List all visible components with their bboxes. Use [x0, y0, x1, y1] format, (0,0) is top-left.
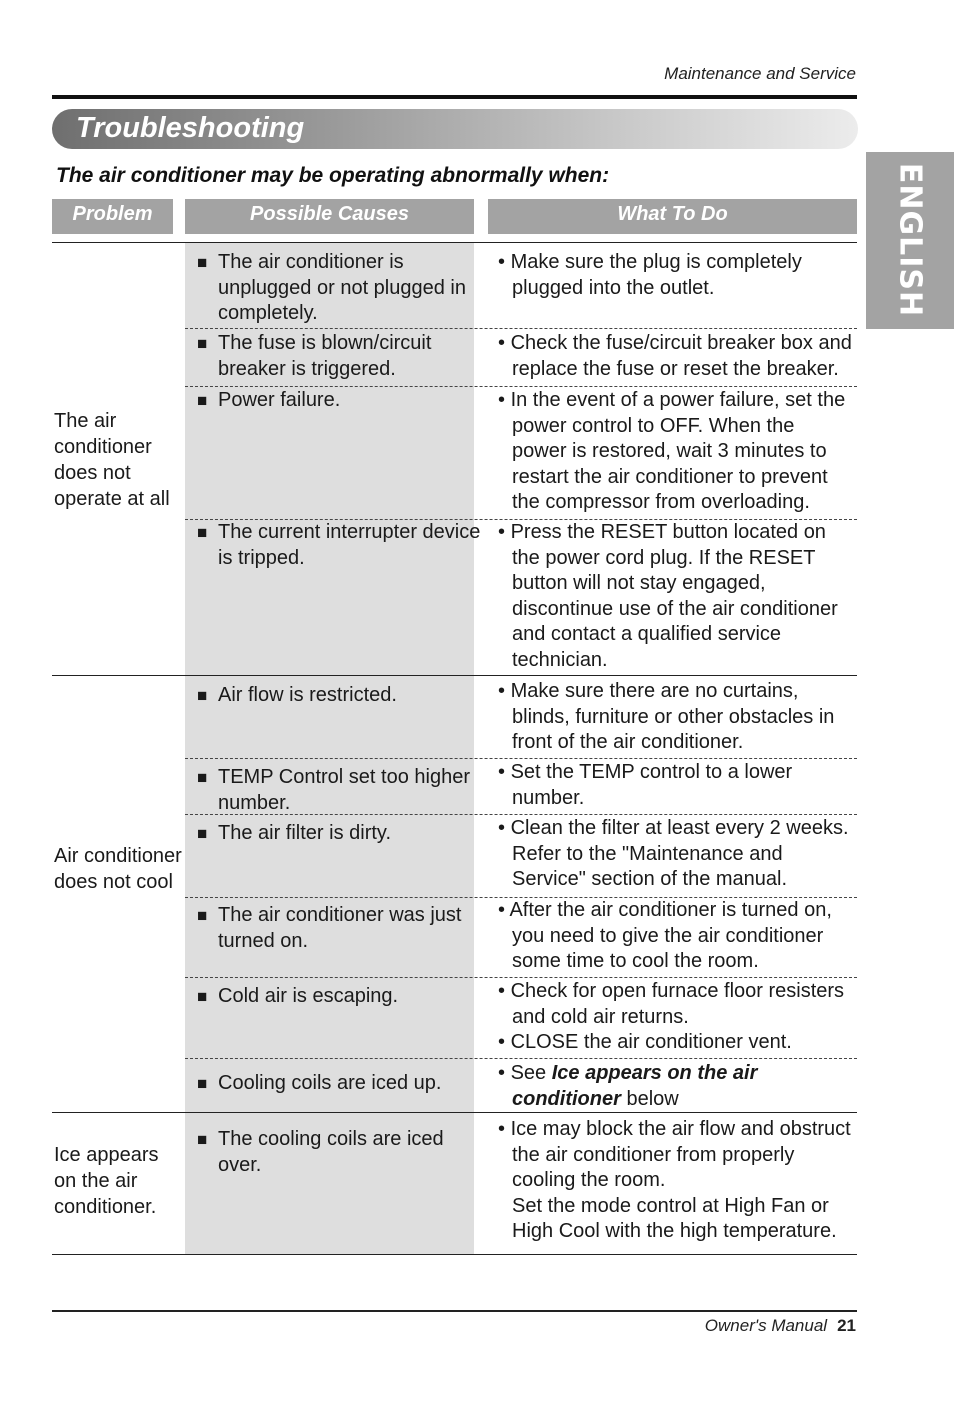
language-tab [866, 152, 954, 329]
remedy-item: • Check for open furnace floor resisters and cold air returns. • CLOSE the air conditioner vent. [498, 980, 845, 1053]
remedy-item: • Make sure the plug is completely plugged into the outlet. [498, 251, 802, 299]
problem-does-not-cool: Air conditioner does not cool [54, 845, 182, 893]
page-subtitle: The air conditioner may be operating abnormally when: [56, 164, 610, 187]
square-bullet-icon: ■ [197, 334, 208, 353]
page-footer [705, 1316, 856, 1336]
cause-item: ■ Cooling coils are iced up. [197, 1071, 492, 1097]
group-divider [52, 675, 857, 676]
table-bottom-rule [52, 1254, 857, 1255]
cause-item: ■ The current interrupter device is tripped. [197, 521, 481, 569]
remedy-item: • See Ice appears on the air conditioner below [498, 1062, 758, 1110]
column-header-causes: Possible Causes [185, 199, 474, 234]
group-divider [52, 1112, 857, 1113]
problem-does-not-operate: The air conditioner does not operate at all [54, 410, 170, 510]
square-bullet-icon: ■ [197, 1130, 208, 1149]
cause-item: ■ Cold air is escaping. [197, 984, 492, 1010]
manual-name: Owner's Manual [704, 1316, 828, 1335]
row-divider [185, 977, 857, 978]
remedy-item: • Ice may block the air flow and obstruct the air conditioner from properly cooling the room. Set the mode control at High Fan or High Cool with the high temperature. [498, 1118, 851, 1242]
cause-item: ■ The cooling coils are iced over. [197, 1128, 444, 1176]
running-header: Maintenance and Service [664, 64, 856, 83]
group-divider [52, 242, 857, 243]
cause-item: ■ Air flow is restricted. [197, 683, 492, 709]
top-rule [52, 95, 857, 99]
cause-item: ■ The fuse is blown/circuit breaker is triggered. [197, 332, 432, 380]
page-number: 21 [837, 1316, 856, 1335]
remedy-item: • Press the RESET button located on the power cord plug. If the RESET button will not stay engaged, discontinue use of the air conditioner and contact a qualified service technician. [498, 521, 838, 671]
cause-item: ■ TEMP Control set too higher number. [197, 766, 470, 814]
square-bullet-icon: ■ [197, 906, 208, 925]
row-divider [185, 758, 857, 759]
cause-item: ■ The air conditioner is unplugged or not plugged in completely. [197, 251, 466, 324]
square-bullet-icon: ■ [197, 987, 208, 1006]
row-divider [185, 328, 857, 329]
column-header-what-to-do: What To Do [488, 199, 857, 234]
problem-ice-appears: Ice appears on the air conditioner. [54, 1144, 159, 1218]
footer-rule [52, 1310, 857, 1312]
column-header-problem: Problem [52, 199, 173, 234]
cause-item: ■ The air filter is dirty. [197, 821, 492, 847]
remedy-item: • Make sure there are no curtains, blinds, furniture or other obstacles in front of the air conditioner. [498, 680, 835, 753]
row-divider [185, 386, 857, 387]
remedy-item: • Set the TEMP control to a lower number. [498, 761, 793, 809]
square-bullet-icon: ■ [197, 253, 208, 272]
square-bullet-icon: ■ [197, 686, 208, 705]
row-divider [185, 1058, 857, 1059]
cause-item: ■ Power failure. [197, 388, 492, 414]
language-tab-label: ENGLISH [892, 162, 928, 318]
remedy-item: • Clean the filter at least every 2 weeks. Refer to the "Maintenance and Service" section of the manual. [498, 817, 849, 890]
cross-reference: Ice appears on the air conditioner [512, 1062, 758, 1110]
square-bullet-icon: ■ [197, 768, 208, 787]
section-banner [52, 109, 858, 149]
square-bullet-icon: ■ [197, 1074, 208, 1093]
square-bullet-icon: ■ [197, 391, 208, 410]
cause-item: ■ The air conditioner was just turned on. [197, 904, 462, 952]
remedy-item: • In the event of a power failure, set the power control to OFF. When the power is restored, wait 3 minutes to restart the air conditioner to prevent the compressor from overloading. [498, 389, 846, 513]
square-bullet-icon: ■ [197, 824, 208, 843]
square-bullet-icon: ■ [197, 523, 208, 542]
remedy-item: • After the air conditioner is turned on, you need to give the air conditioner some time to cool the room. [498, 899, 832, 972]
section-title: Troubleshooting [76, 112, 305, 144]
remedy-item: • Check the fuse/circuit breaker box and replace the fuse or reset the breaker. [498, 332, 852, 380]
